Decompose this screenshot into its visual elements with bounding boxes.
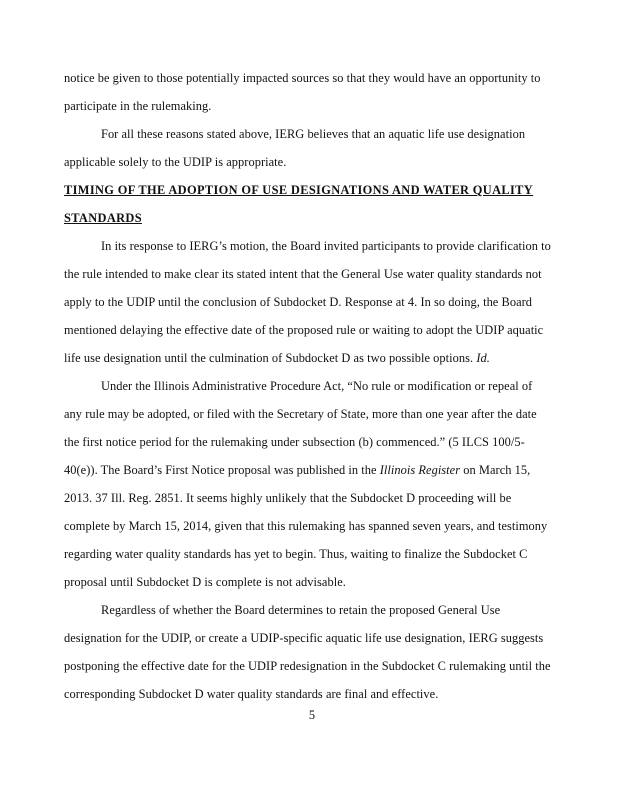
body-line: corresponding Subdocket D water quality standards are final and effective. <box>64 687 439 701</box>
body-line: 2013. 37 Ill. Reg. 2851. It seems highly unlikely that the Subdocket D proceeding will be <box>64 491 512 505</box>
body-line: designation for the UDIP, or create a UDIP-specific aquatic life use designation, IERG suggests <box>64 631 544 645</box>
body-line: postponing the effective date for the UDIP redesignation in the Subdocket C rulemaking until the <box>64 659 551 673</box>
body-line <box>64 463 564 478</box>
body-line: complete by March 15, 2014, given that this rulemaking has spanned seven years, and testimony <box>64 519 548 533</box>
id-citation: Id. <box>476 351 490 365</box>
body-line: Regardless of whether the Board determines to retain the proposed General Use <box>101 603 501 617</box>
page-number: 5 <box>308 708 316 722</box>
register-title: Illinois Register <box>379 463 461 477</box>
body-line-text: life use designation until the culmination of Subdocket D as two possible options. <box>64 351 474 365</box>
body-line: mentioned delaying the effective date of the proposed rule or waiting to adopt the UDIP aquatic <box>64 323 544 337</box>
paragraph-line: participate in the rulemaking. <box>64 99 212 113</box>
body-line: apply to the UDIP until the conclusion of Subdocket D. Response at 4. In so doing, the Board <box>64 295 533 309</box>
register-date: on March 15, <box>460 463 531 477</box>
paragraph-line: notice be given to those potentially impacted sources so that they would have an opportunity to <box>64 71 541 85</box>
body-line: proposal until Subdocket D is complete is not advisable. <box>64 575 346 589</box>
section-heading: TIMING OF THE ADOPTION OF USE DESIGNATIONS AND WATER QUALITY <box>64 183 534 197</box>
paragraph-line: For all these reasons stated above, IERG believes that an aquatic life use designation <box>101 127 526 141</box>
body-line: any rule may be adopted, or filed with the Secretary of State, more than one year after the date <box>64 407 537 421</box>
section-heading: STANDARDS <box>64 211 142 225</box>
body-line-text: 40(e)). The Board’s First Notice proposal was published in the <box>64 463 377 477</box>
body-line: regarding water quality standards has yet to begin. Thus, waiting to finalize the Subdocket C <box>64 547 528 561</box>
paragraph-line: applicable solely to the UDIP is appropriate. <box>64 155 287 169</box>
body-line: In its response to IERG’s motion, the Board invited participants to provide clarification to <box>101 239 551 253</box>
body-line: Under the Illinois Administrative Procedure Act, “No rule or modification or repeal of <box>101 379 533 393</box>
body-line: the rule intended to make clear its stated intent that the General Use water quality standards not <box>64 267 542 281</box>
body-line: the first notice period for the rulemaking under subsection (b) commenced.” (5 ILCS 100/5- <box>64 435 525 449</box>
body-line <box>64 351 564 366</box>
